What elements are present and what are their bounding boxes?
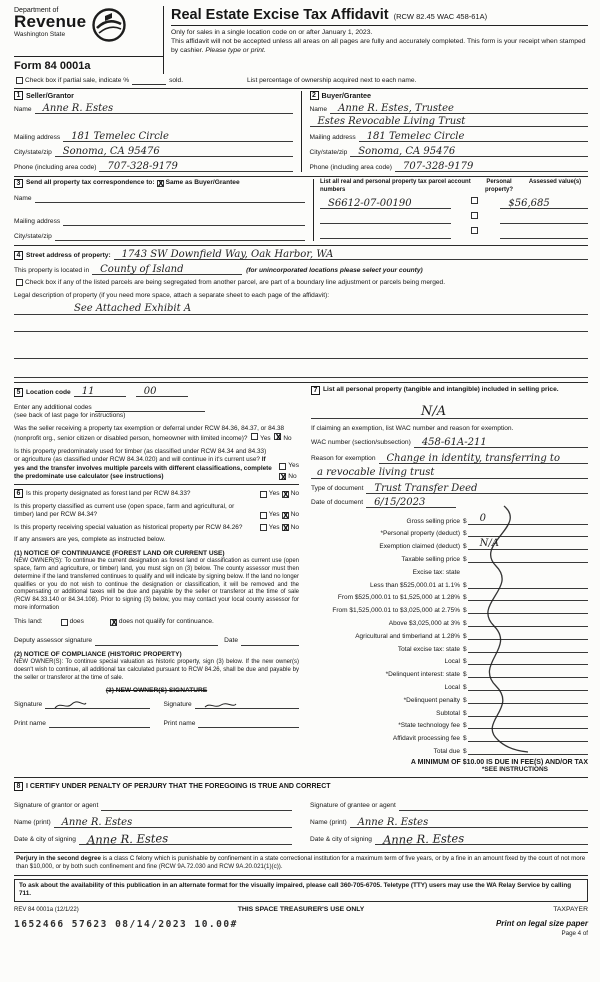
buyer-citystate-label: City/state/zip [309,148,348,156]
revenue-wordmark: Revenue [14,12,87,31]
rcw-reference: (RCW 82.45 WAC 458-61A) [393,12,488,21]
tax-row: Less than $525,000.01 at 1.1% $ [311,576,588,589]
partial-sale-sold-label: sold. [169,76,184,84]
delinquent-penalty-field[interactable] [468,694,588,704]
additional-codes-field[interactable] [95,401,205,412]
forest-yes-checkbox[interactable] [260,491,267,498]
grantor-signature-field[interactable] [101,800,292,811]
form-instructions [171,26,588,56]
tax-row: *State technology fee $ [311,717,588,730]
agency-wordmark [14,7,86,48]
timber-question: Is this property predominately used for timber (as classified under RCW 84.34 and 84.33) or agriculture (as classified under RCW 84.34.020) and will continue in it's current use? If yes and the transfer involves multiple parcels with different classifications, complete the predominate use calculator (see instructions) Yes X No [14,448,299,482]
form-title: Real Estate Excise Tax Affidavit [171,7,389,23]
location-code-field-1[interactable] [74,386,126,397]
same-as-buyer-checkbox[interactable] [157,180,164,187]
currentuse-yes-label: Yes [268,511,280,519]
street-address-value: 1743 SW Downfield Way, Oak Harbor, WA [121,249,334,261]
deputy-date-label: Date [224,637,238,645]
delinquent-interest-local-field[interactable] [468,681,588,691]
buyer-title: Buyer/Grantee [321,91,372,101]
rev-number: REV 84 0001a (12/1/22) [14,907,79,913]
correspondence-intro: Send all property tax correspondence to: [26,179,155,187]
section-6-number: 6 [14,489,23,498]
buyer-citystate-field[interactable] [350,146,588,157]
new-owner-print-name-field-1[interactable] [49,717,150,728]
location-code-value-1: 11 [81,386,95,398]
exemption-claimed-field[interactable]: N/A [468,540,588,550]
legal-description-field-2[interactable] [14,319,588,332]
treasurer-use-label: THIS SPACE TREASURER'S USE ONLY [237,906,365,913]
print-name-label-2: Print name [163,719,196,727]
ownership-percentage-note: List percentage of ownership acquired next to each name. [247,76,417,84]
deputy-date-field[interactable] [241,635,299,646]
doc-type-field[interactable] [366,483,588,494]
grantor-date-city-field[interactable] [79,830,292,847]
tax-row: Above $3,025,000 at 3% $ [311,614,588,627]
certification-title: I CERTIFY UNDER PENALTY OF PERJURY THAT THE FOREGOING IS TRUE AND CORRECT [26,782,331,790]
notice-compliance-title: (2) NOTICE OF COMPLIANCE (HISTORIC PROPERTY) [14,650,182,658]
personal-property-header: Personal property? [484,179,513,193]
legal-size-note: Print on legal size paper [495,919,588,928]
instructions-line1: Only for sales in a single location code on or after January 1, 2023. [171,29,373,36]
currentuse-yes-checkbox[interactable] [260,512,267,519]
buyer-mailing-field[interactable] [359,131,588,142]
new-owner-print-name-field-2[interactable] [198,717,299,728]
current-use-question: Is this property classified as current use (open space, farm and agricultural, or timber) land per RCW 84.34? Yes X No [14,503,299,520]
reason-exemption-value-2: a revocable living trust [317,466,435,478]
tax-row: Taxable selling price $ [311,550,588,563]
seller-citystate-field[interactable] [55,146,293,157]
grantee-print-name-value: Anne R. Estes [357,817,429,828]
grantor-date-city-label: Date & city of signing [14,836,76,844]
washington-state-label: Washington State [14,31,66,39]
partial-sale-row [14,74,588,89]
legal-description-field-1[interactable] [14,302,588,315]
new-owner-signature-field-1[interactable] [45,698,149,709]
seller-phone-field[interactable] [99,161,292,172]
timber-no-label: No [288,472,297,480]
seller-mailing-label: Mailing address [14,133,61,141]
deferral-no-checkbox[interactable] [274,433,281,440]
parties-section [14,89,588,176]
correspondence-citystate-label: City/state/zip [14,232,52,240]
personal-property-deduct-field[interactable] [468,527,588,537]
parcel-number-field-3[interactable] [320,228,451,239]
deferral-no-label: No [283,435,292,443]
footer-row [14,906,588,913]
legal-description-label: Legal description of property (if you need more space, attach a separate sheet to each page of the affidavit): [14,291,330,299]
signature-label-2: Signature [163,700,192,708]
buyer-name-value-1: Anne R. Estes, Trustee [338,103,454,115]
tax-row: Affidavit processing fee $ [311,729,588,742]
notice-compliance-body: NEW OWNER(S): To continue special valuation as historic property, sign (3) below. If the new owner(s) doesn't wish to continue, all additional tax calculated pursuant to RCW 84.26, shall be due and payable by the seller or transferor at the time of sale. [14,658,299,681]
land-does-not-checkbox[interactable] [110,619,117,626]
tax-computation-table [311,512,588,755]
doc-date-label: Date of document [311,499,364,507]
location-code-value-2: 00 [143,386,157,398]
street-address-field[interactable] [114,249,588,260]
buyer-name-field[interactable] [330,103,588,114]
tax-row: Gross selling price $ 0 [311,512,588,525]
additional-codes-label: Enter any additional codes [14,403,92,411]
this-land-label: This land: [14,618,43,626]
tax-row: Local $ [311,653,588,666]
grantor-certification [14,794,292,845]
bottom-row [14,919,588,937]
gross-selling-price-field[interactable]: 0 [468,515,588,525]
legal-description-field-3[interactable] [14,346,588,359]
buyer-phone-label: Phone (including area code) [309,163,392,171]
parcel-table [314,179,588,241]
grantee-signature-field[interactable] [399,800,588,811]
tax-row: Total excise tax: state $ [311,640,588,653]
section-2-number: 2 [310,91,319,100]
historic-yes-label: Yes [268,523,280,531]
local-excise-field[interactable] [468,655,588,665]
doc-type-value: Trust Transfer Deed [374,482,478,494]
perjury-notice [14,852,588,876]
forest-yes-label: Yes [268,490,280,498]
cashier-stamp: 1652466 57623 08/14/2023 10.00# [14,919,238,930]
located-in-label: This property is located in [14,266,90,274]
seller-mailing-field[interactable] [63,131,292,142]
seller-phone-label: Phone (including area code) [14,163,97,171]
historic-no-label: No [290,523,299,531]
bottom-right-notes [496,919,588,937]
signature-mark [53,701,87,710]
buyer-name-label: Name [309,105,328,113]
personal-property-intro: List all personal property (tangible and intangible) included in selling price. [323,386,559,394]
page-number: Page 4 of [561,930,588,937]
land-does-not-label: does not qualify for continuance. [118,618,214,626]
grantor-signature-value: Anne R. Estes [86,830,169,847]
seller-name-value: Anne R. Estes [42,103,114,115]
seller-name-field[interactable] [35,103,293,114]
instructions-line2: This affidavit will not be accepted unless all areas on all pages are fully and accurately completed. This form is your receipt when stamped by cashier. Please type or print. [171,38,586,55]
total-excise-state-field[interactable] [468,643,588,653]
grantee-signature-value: Anne R. Estes [382,830,465,847]
segregated-checkbox[interactable] [16,279,23,286]
land-does-checkbox[interactable] [61,619,68,626]
tax-row: From $525,000.01 to $1,525,000 at 1.28% $ [311,589,588,602]
excise-tier-2-field[interactable] [468,591,588,601]
tax-row: Agricultural and timberland at 1.28% $ [311,627,588,640]
personal-property-na: N/A [421,404,447,420]
new-owners-signature-title: (3) NEW OWNER(S) SIGNATURE [105,687,208,695]
county-value: County of Island [100,264,184,276]
grantor-print-name-field[interactable] [54,817,292,828]
timber-yes-label: Yes [288,462,299,470]
street-address-label: Street address of property: [26,251,111,259]
section-5-number: 5 [14,388,23,397]
seller-phone-value: 707-328-9179 [107,161,178,173]
subtotal-field[interactable] [468,707,588,717]
timber-yes-checkbox[interactable] [279,463,286,470]
partial-sale-label: Check box if partial sale, indicate % [25,76,130,84]
perjury-lead: Perjury in the second degree [16,855,101,862]
location-code-label: Location code [26,388,71,396]
this-land-row [14,618,299,627]
buyer-phone-value: 707-328-9179 [402,161,474,173]
signature-label-1: Signature [14,700,43,708]
total-due-field[interactable] [468,745,588,755]
section-1-number: 1 [14,91,23,100]
buyer-name-field-2[interactable] [310,116,589,127]
seller-citystate-label: City/state/zip [14,148,52,156]
personal-property-checkbox-3[interactable] [471,227,478,234]
seller-mailing-value: 181 Temelec Circle [71,131,169,143]
additional-codes-note: (see back of last page for instructions) [14,412,126,420]
perjury-body: is a class C felony which is punishable by confinement in a state correctional institution for a maximum term of five years, or by a fine in an amount fixed by the court of not more than $10,000, or by both such confinement and fine (RCW 9A.72.030 and RCW 9A.20.021(1)(c)). [16,855,586,871]
grantee-date-city-label: Date & city of signing [310,836,372,844]
property-section [14,246,588,382]
correspondence-section [14,177,588,245]
wac-number-value: 458-61A-211 [421,436,487,448]
buyer-phone-field[interactable] [395,161,588,172]
land-does-label: does [69,618,84,626]
taxable-selling-price-field[interactable] [468,553,588,563]
deputy-assessor-row [14,635,299,646]
excise-tier-1-field[interactable] [468,579,588,589]
new-owner-signatures [14,698,299,728]
accessibility-notice: To ask about the availability of this publication in an alternate format for the visually impaired, please call 360-705-6705. Teletype (TTY) users may use the WA Relay Service by calling 711. [14,879,588,902]
section-3-number: 3 [14,179,23,188]
segregated-label: Check box if any of the listed parcels are being segregated from another parcel, are part of a boundary line adjustment or parcels being merged. [25,279,446,287]
reason-exemption-field-1[interactable] [379,451,588,464]
historic-question: Is this property receiving special valuation as historical property per RCW 84.26? Yes X No [14,524,299,533]
deferral-question: Was the seller receiving a property tax exemption or deferral under RCW 84.36, 84.37, or 84.38 (nonprofit org., senior citizen or disabled person, homeowner with limited income)? Yes X No [14,425,299,444]
wac-number-label: WAC number (section/subsection) [311,439,411,447]
see-instructions-note: *SEE INSTRUCTIONS [481,765,548,773]
buyer-citystate-value: Sonoma, CA 95476 [358,146,456,158]
tax-row: Subtotal $ [311,704,588,717]
wac-number-field[interactable] [414,437,588,448]
currentuse-no-label: No [290,511,299,519]
excise-tier-3-field[interactable] [468,604,588,614]
deferral-yes-checkbox[interactable] [251,433,258,440]
assessed-value-1: $56,685 [508,198,550,210]
deputy-assessor-signature-field[interactable] [95,635,218,646]
grantor-print-name-label: Name (print) [14,819,51,827]
parcel-number-field-1[interactable] [320,198,451,209]
doc-date-field[interactable] [366,497,456,508]
claim-exemption-intro: If claiming an exemption, list WAC number and reason for exemption. [311,425,514,433]
parcel-numbers-header: List all real and personal property tax parcel account numbers [320,179,471,193]
seller-citystate-value: Sonoma, CA 95476 [62,146,160,158]
form-number-row [14,56,588,74]
seller-section [14,91,302,172]
assessed-value-field-1[interactable] [500,198,588,209]
historic-yes-checkbox[interactable] [260,524,267,531]
grantee-signature-label: Signature of grantee or agent [310,802,396,810]
dept-of-label: Department of [14,7,59,14]
state-technology-fee-field[interactable] [468,719,588,729]
seller-title: Seller/Grantor [26,91,74,101]
grantor-print-name-value: Anne R. Estes [61,817,133,828]
revenue-logo-icon [91,7,127,48]
partial-sale-checkbox[interactable] [16,77,23,84]
affidavit-processing-fee-field[interactable] [468,732,588,742]
forest-land-question: 6 Is this property designated as forest land per RCW 84.33? Yes X No [14,489,299,498]
buyer-mailing-label: Mailing address [309,133,356,141]
excise-tier-4-field[interactable] [468,617,588,627]
assessed-value-field-3[interactable] [500,228,588,239]
notice-continuance-title: (1) NOTICE OF CONTINUANCE (FOREST LAND OR CURRENT USE) [14,549,225,557]
county-field[interactable] [92,264,242,275]
grantee-print-name-field[interactable] [350,817,588,828]
tax-row: Exemption claimed (deduct) $ N/A [311,537,588,550]
section-8-number: 8 [14,782,23,791]
middle-two-column-area [14,383,588,773]
if-yes-note: If any answers are yes, complete as instructed below. [14,536,166,544]
personal-property-checkbox-2[interactable] [471,212,478,219]
form-header [14,6,588,56]
assessed-value-field-2[interactable] [500,213,588,224]
section-4-number: 4 [14,251,23,260]
personal-property-checkbox-1[interactable] [471,197,478,204]
delinquent-interest-state-field[interactable] [468,668,588,678]
correspondence-name-label: Name [14,194,32,202]
parcel-number-value-1: S6612-07-00190 [328,198,412,210]
grantee-date-city-field[interactable] [375,830,588,847]
title-block [164,6,588,56]
tax-row: Total due $ [311,742,588,755]
tax-row: *Delinquent penalty $ [311,691,588,704]
notice-continuance-body: NEW OWNER(S): To continue the current designation as forest land or classification as current use (open space, farm and agriculture, or timber) land, you must sign on (3) below. The county assessor must then determine if the land transferred continues to qualify and will indicate by signing below. If the land no longer qualifies or you do not wish to continue the designation or classification, it will be removed and the compensating or additional taxes will be due and payable by the seller or transferor at the time of sale (RCW 84.33.140 or 84.34.108). Prior to signing (3) below, you may contact your local county assessor for more information [14,557,299,612]
divider [14,484,299,485]
tax-row: *Personal property (deduct) $ [311,525,588,538]
historic-no-checkbox[interactable] [282,524,289,531]
correspondence-mailing-field[interactable] [63,215,305,226]
certification-section [14,778,588,848]
form-number: Form 84 0001a [14,56,164,74]
print-name-label-1: Print name [14,719,46,727]
agency-block [14,6,164,56]
tax-row: *Delinquent interest: state $ [311,665,588,678]
grantee-print-name-label: Name (print) [310,819,347,827]
reason-exemption-label: Reason for exemption [311,455,376,463]
deputy-assessor-label: Deputy assessor signature [14,637,93,645]
location-code-field-2[interactable] [136,386,188,397]
tax-row: Local $ [311,678,588,691]
assessed-value-header: Assessed value(s) [528,179,582,186]
currentuse-no-checkbox[interactable] [282,512,289,519]
tax-row: From $1,525,000.01 to $3,025,000 at 2.75% $ [311,601,588,614]
section-7-number: 7 [311,386,320,395]
same-as-buyer-label: Same as Buyer/Grantee [165,179,240,187]
grantor-signature-label: Signature of grantor or agent [14,802,99,810]
tax-row: Excise tax: state [412,568,460,576]
new-owner-signature-field-2[interactable] [195,698,299,709]
taxpayer-label: TAXPAYER [553,906,588,913]
parcel-number-field-2[interactable] [320,213,451,224]
legal-description-value: See Attached Exhibit A [74,303,192,315]
doc-type-label: Type of document [311,485,364,493]
personal-property-field[interactable] [311,403,588,419]
correspondence-mailing-label: Mailing address [14,217,61,225]
buyer-mailing-value: 181 Temelec Circle [366,131,465,143]
legal-description-field-4[interactable] [14,365,588,378]
reason-exemption-value-1: Change in identity, transferring to [386,452,560,464]
left-column [14,386,306,773]
agricultural-timberland-field[interactable] [468,630,588,640]
forest-no-checkbox[interactable] [282,491,289,498]
partial-sale-percent-field[interactable] [132,77,166,85]
grantee-certification [310,794,588,845]
buyer-name-value-2: Estes Revocable Living Trust [317,116,466,128]
type-or-print-note: Please type or print. [205,47,266,55]
doc-date-value: 6/15/2023 [374,496,426,508]
timber-no-checkbox[interactable] [279,473,286,480]
signature-mark [203,701,237,710]
right-column [306,386,588,773]
correspondence-citystate-field[interactable] [55,230,305,241]
minimum-due-note: A MINIMUM OF $10.00 IS DUE IN FEE(S) AND/OR TAX [410,758,588,766]
reason-exemption-field-2[interactable] [311,467,588,479]
buyer-section [302,91,589,172]
seller-name-label: Name [14,105,32,113]
parcel-row-3 [320,224,588,239]
correspondence-fields [14,179,314,241]
county-note: (for unincorporated locations please select your county) [246,266,423,274]
correspondence-name-field[interactable] [35,192,305,203]
forest-no-label: No [290,490,299,498]
deferral-yes-label: Yes [260,435,271,443]
